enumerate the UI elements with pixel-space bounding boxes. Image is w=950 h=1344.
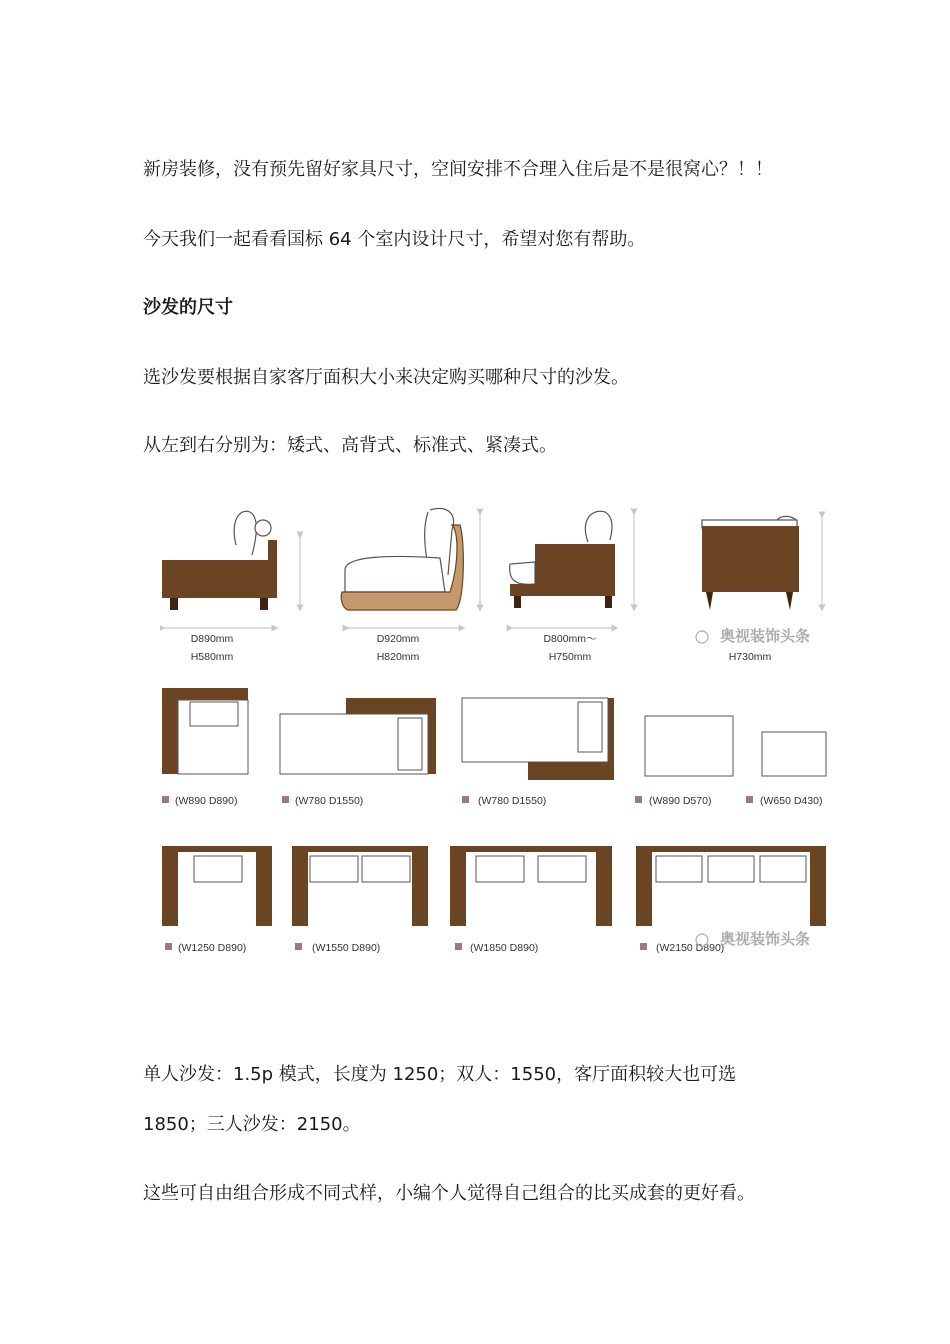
intro-paragraph: 新房装修，没有预先留好家具尺寸，空间安排不合理入住后是不是很窝心？！！ bbox=[143, 159, 773, 180]
watermark-text: 奥视装饰头条 bbox=[720, 627, 811, 645]
side-depth-label: D890mm bbox=[190, 633, 234, 645]
plan-size-label: (W650 D430) bbox=[760, 795, 823, 807]
plan-size-label: (W890 D570) bbox=[649, 795, 712, 807]
side-view-compact-sofa bbox=[702, 515, 822, 610]
plan-sofa-2150 bbox=[636, 846, 826, 926]
body-paragraph: 选沙发要根据自家客厅面积大小来决定购买哪种尺寸的沙发。 bbox=[143, 367, 629, 388]
side-height-label: H580mm bbox=[190, 651, 234, 663]
plan-chaise-left bbox=[462, 698, 614, 780]
sofa-dimensions-figure bbox=[160, 500, 840, 970]
plan-corner-chair bbox=[162, 688, 248, 774]
sofa-size-label: (W1850 D890) bbox=[470, 942, 539, 954]
body-paragraph-sizes: 单人沙发：1.5p 模式，长度为 1250；双人：1550，客厅面积较大也可选 bbox=[143, 1064, 737, 1085]
side-view-high-back-sofa bbox=[341, 508, 480, 628]
plan-size-label: (W780 D1550) bbox=[295, 795, 364, 807]
watermark-icon bbox=[696, 631, 708, 643]
body-paragraph-combo: 这些可自由组合形成不同式样，小编个人觉得自己组合的比买成套的更好看。 bbox=[143, 1183, 755, 1204]
side-height-label: H750mm bbox=[548, 651, 592, 663]
side-view-standard-sofa bbox=[510, 511, 634, 628]
intro-paragraph-2: 今天我们一起看看国标 64 个室内设计尺寸，希望对您有帮助。 bbox=[143, 229, 646, 250]
side-height-label: H730mm bbox=[728, 651, 772, 663]
sofa-size-label: (W1550 D890) bbox=[312, 942, 381, 954]
side-depth-label: D800mm～ bbox=[543, 633, 597, 645]
plan-chaise-right bbox=[280, 698, 436, 774]
sofa-size-label: (W2150 D890) bbox=[656, 942, 725, 954]
plan-size-label: (W780 D1550) bbox=[478, 795, 547, 807]
side-height-label: H820mm bbox=[376, 651, 420, 663]
section-heading: 沙发的尺寸 bbox=[143, 297, 233, 318]
side-view-low-sofa bbox=[162, 511, 300, 628]
body-paragraph-types: 从左到右分别为：矮式、高背式、标准式、紧凑式。 bbox=[143, 435, 557, 456]
body-paragraph-sizes-cont: 1850；三人沙发：2150。 bbox=[143, 1114, 361, 1135]
plan-size-label: (W890 D890) bbox=[175, 795, 238, 807]
plan-ottoman-small bbox=[762, 732, 826, 776]
plan-sofa-1850 bbox=[450, 846, 612, 926]
watermark-text: 奥视装饰头条 bbox=[720, 930, 811, 948]
sofa-size-label: (W1250 D890) bbox=[178, 942, 247, 954]
side-depth-label: D920mm bbox=[376, 633, 420, 645]
plan-sofa-1550 bbox=[292, 846, 428, 926]
plan-ottoman-large bbox=[645, 716, 733, 776]
plan-sofa-1250 bbox=[162, 846, 272, 926]
